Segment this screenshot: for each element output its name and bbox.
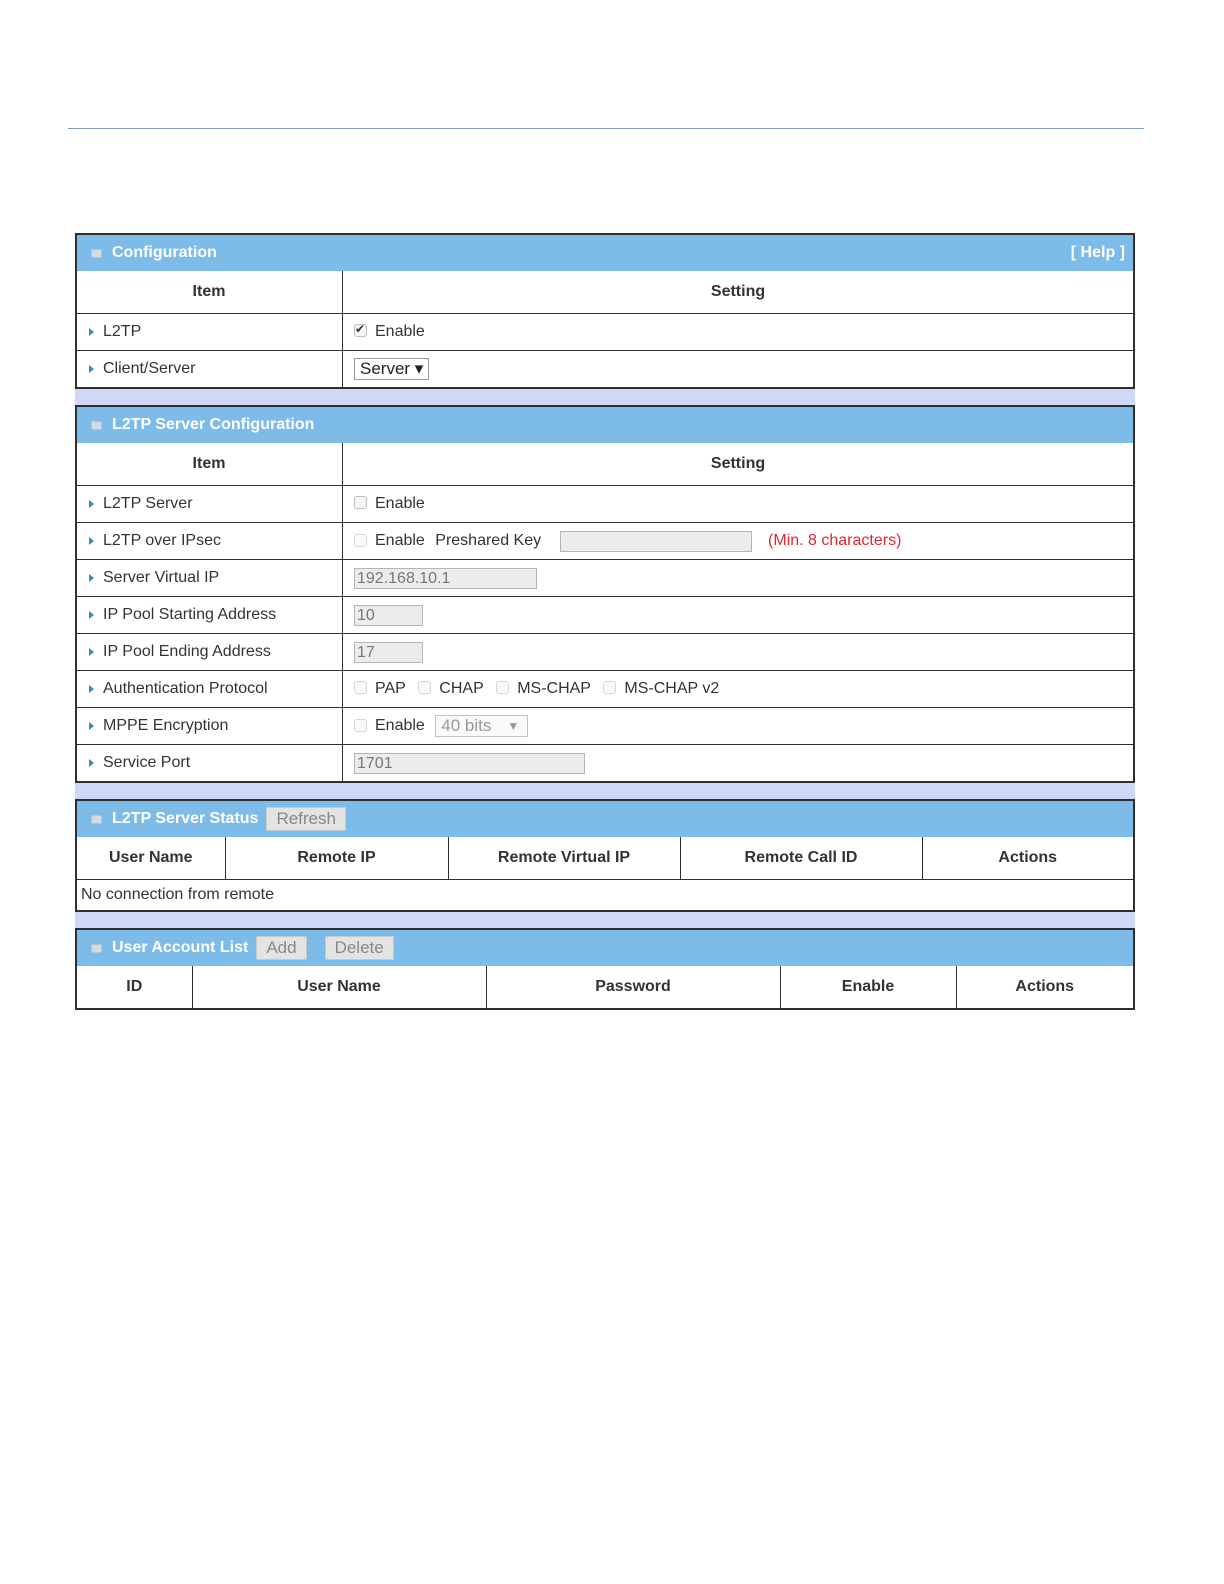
user-account-title: User Account List — [112, 939, 249, 956]
arrow-right-icon — [89, 611, 94, 619]
row-server-virtual-ip — [77, 560, 1133, 597]
row-l2tp-server — [77, 486, 1133, 523]
pool-start-label: IP Pool Starting Address — [103, 606, 277, 623]
chap-checkbox[interactable] — [418, 681, 431, 694]
col-actions: Actions — [922, 837, 1133, 880]
server-config-table — [77, 443, 1133, 781]
service-port-input[interactable]: 1701 — [354, 753, 585, 774]
server-config-header — [77, 407, 1133, 443]
l2tp-server-enable-label: Enable — [375, 494, 425, 512]
arrow-right-icon — [89, 500, 94, 508]
col-enable: Enable — [780, 966, 956, 1008]
top-rule — [68, 128, 1144, 129]
server-status-table — [77, 837, 1133, 910]
ms-chap-v2-checkbox[interactable] — [603, 681, 616, 694]
over-ipsec-label: L2TP over IPsec — [103, 532, 221, 549]
preshared-key-input[interactable] — [560, 531, 752, 552]
preshared-key-hint: (Min. 8 characters) — [768, 532, 902, 549]
arrow-right-icon — [89, 328, 94, 336]
l2tp-enable-checkbox[interactable] — [354, 324, 367, 337]
preshared-key-label: Preshared Key — [435, 532, 542, 549]
col-remote-ip: Remote IP — [225, 837, 448, 880]
panel-bullet-icon — [91, 944, 102, 953]
section-divider — [75, 389, 1135, 405]
col-item: Item — [77, 271, 343, 314]
row-pool-end — [77, 634, 1133, 671]
service-port-label: Service Port — [103, 754, 191, 771]
col-setting: Setting — [343, 271, 1134, 314]
col-remote-call-id: Remote Call ID — [680, 837, 922, 880]
mppe-bits-value: 40 bits — [441, 716, 492, 735]
refresh-button[interactable]: Refresh — [266, 807, 346, 831]
section-divider — [75, 912, 1135, 928]
user-account-table — [77, 966, 1133, 1008]
row-l2tp — [77, 314, 1133, 351]
auth-protocol-label: Authentication Protocol — [103, 680, 268, 697]
l2tp-enable-label: Enable — [375, 322, 425, 340]
ms-chap-v2-label: MS-CHAP v2 — [624, 679, 720, 697]
table-row — [77, 880, 1133, 911]
client-server-label: Client/Server — [103, 360, 196, 377]
chevron-down-icon: ▼ — [507, 719, 520, 733]
mppe-enable-checkbox[interactable] — [354, 719, 367, 732]
server-virtual-ip-input[interactable]: 192.168.10.1 — [354, 568, 537, 589]
server-virtual-ip-label: Server Virtual IP — [103, 569, 220, 586]
l2tp-settings — [75, 233, 1135, 1010]
l2tp-label: L2TP — [103, 323, 142, 340]
server-status-title: L2TP Server Status — [112, 810, 259, 827]
server-config-panel — [75, 405, 1135, 783]
server-status-header — [77, 801, 1133, 837]
client-server-select[interactable]: Server ▾ — [354, 358, 429, 380]
arrow-right-icon — [89, 537, 94, 545]
mppe-enable-label: Enable — [375, 717, 425, 734]
row-auth-protocol — [77, 671, 1133, 708]
arrow-right-icon — [89, 759, 94, 767]
arrow-right-icon — [89, 648, 94, 656]
col-remote-virtual-ip: Remote Virtual IP — [448, 837, 680, 880]
over-ipsec-enable-checkbox[interactable] — [354, 534, 367, 547]
col-actions: Actions — [1015, 978, 1075, 995]
mppe-bits-select[interactable] — [435, 715, 528, 737]
panel-bullet-icon — [91, 249, 102, 258]
chap-label: CHAP — [439, 679, 484, 697]
l2tp-server-label: L2TP Server — [103, 495, 193, 512]
row-over-ipsec — [77, 523, 1133, 560]
configuration-header — [77, 235, 1133, 271]
col-user-name: User Name — [192, 966, 486, 1008]
col-id: ID — [77, 966, 192, 1008]
user-account-header — [77, 930, 1133, 966]
mppe-label: MPPE Encryption — [103, 717, 229, 734]
panel-bullet-icon — [91, 421, 102, 430]
ms-chap-checkbox[interactable] — [496, 681, 509, 694]
col-setting: Setting — [343, 443, 1134, 486]
row-client-server — [77, 351, 1133, 388]
pool-start-input[interactable]: 10 — [354, 605, 423, 626]
help-link[interactable]: [ Help ] — [1070, 244, 1125, 261]
l2tp-server-enable-checkbox[interactable] — [354, 496, 367, 509]
configuration-panel — [75, 233, 1135, 389]
arrow-right-icon — [89, 685, 94, 693]
section-divider — [75, 783, 1135, 799]
col-item: Item — [77, 443, 343, 486]
empty-status-message: No connection from remote — [81, 886, 274, 903]
panel-bullet-icon — [91, 815, 102, 824]
col-password: Password — [486, 966, 780, 1008]
ms-chap-label: MS-CHAP — [517, 679, 591, 697]
pool-end-input[interactable]: 17 — [354, 642, 423, 663]
pool-end-label: IP Pool Ending Address — [103, 643, 271, 660]
user-account-panel — [75, 928, 1135, 1010]
pap-label: PAP — [375, 679, 406, 697]
server-config-title: L2TP Server Configuration — [112, 416, 315, 433]
row-service-port — [77, 745, 1133, 782]
arrow-right-icon — [89, 574, 94, 582]
col-user-name: User Name — [77, 837, 225, 880]
server-status-panel — [75, 799, 1135, 912]
arrow-right-icon — [89, 365, 94, 373]
add-button[interactable]: Add — [256, 936, 306, 960]
configuration-table — [77, 271, 1133, 387]
row-mppe — [77, 708, 1133, 745]
row-pool-start — [77, 597, 1133, 634]
delete-button[interactable]: Delete — [325, 936, 394, 960]
over-ipsec-enable-label: Enable — [375, 532, 425, 549]
pap-checkbox[interactable] — [354, 681, 367, 694]
arrow-right-icon — [89, 722, 94, 730]
configuration-title: Configuration — [112, 244, 217, 261]
